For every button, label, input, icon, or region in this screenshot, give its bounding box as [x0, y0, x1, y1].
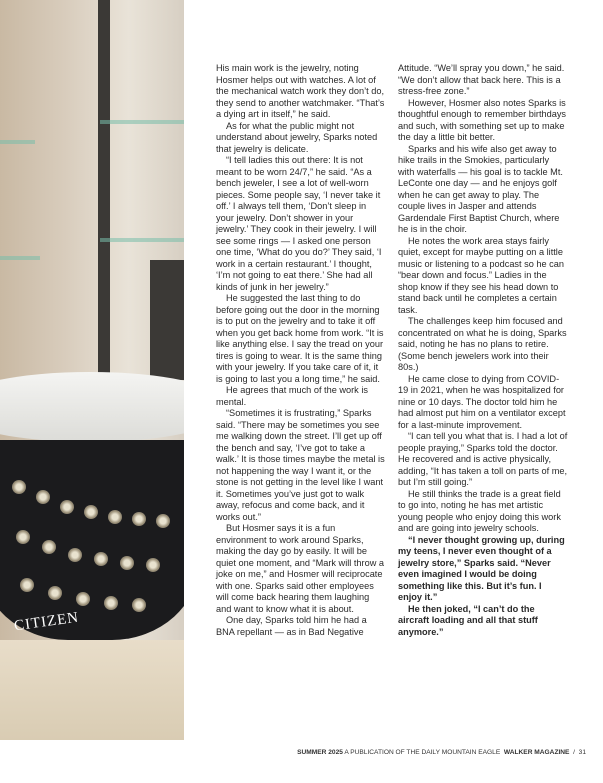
watch [94, 552, 108, 566]
display-post [98, 0, 110, 380]
article-column-2 [398, 63, 568, 638]
display-base [0, 640, 184, 740]
watch [48, 586, 62, 600]
page-footer [290, 749, 586, 756]
glass-shelf [100, 120, 184, 124]
watch [132, 598, 146, 612]
footer-publisher: A PUBLICATION OF THE DAILY MOUNTAIN EAGLE [344, 749, 501, 756]
watch [156, 514, 170, 528]
paragraph: As for what the public might not understand about jewelry, Sparks noted that jewelry is delicate. [216, 120, 378, 154]
watch [36, 490, 50, 504]
watch [20, 578, 34, 592]
paragraph: However, Hosmer also notes Sparks is thoughtful enough to remember birthdays and such, with something set up to make the day a little bit better. [398, 97, 567, 142]
paragraph: The challenges keep him focused and concentrated on what he is doing, Sparks said, noting he has no plans to retire. (Some bench jewelers work into their 80s.) [398, 316, 567, 372]
watch [146, 558, 160, 572]
paragraph: “Sometimes it is frustrating,” Sparks said. “There may be sometimes you see me walking down the street. I’ll get up off the bench and say, ‘I’ve got to take a walk.’ It is those times maybe the metal is not happening the way I want it, or the stone is not getting in the level like I want it. Sometimes you’ve just got to walk away, refocus and come back, and it works out.” [216, 408, 385, 522]
paragraph: But Hosmer says it is a fun environment to work around Sparks, making the day go by easily. It will be quiet one moment, and “Mark will throw a joke on me,” and Hosmer will reciprocate with one. Sparks said other employees will come back hearing them laughing and want to know what it is about. [216, 523, 384, 614]
watch [12, 480, 26, 494]
watch [16, 530, 30, 544]
paragraph: He suggested the last thing to do before going out the door in the morning is to put on the jewelry and to take it off when you get back home from work. “It is like anything else. I say the tread on your tires is going to wear. It is the same thing with your jewelry. If you take care of it, it is going to last you a long time,” he said. [216, 293, 384, 384]
paragraph: He still thinks the trade is a great field to go into, noting he has met artistic young people who enjoy doing this work and are going into jewelry schools. [398, 488, 561, 533]
glass-shelf [100, 238, 184, 242]
footer-magazine: WALKER MAGAZINE [503, 749, 570, 756]
watch [68, 548, 82, 562]
footer-issue: SUMMER 2025 [297, 749, 343, 756]
page-number: 31 [578, 749, 586, 756]
watch [76, 592, 90, 606]
paragraph: “I tell ladies this out there: It is not meant to be worn 24/7,” he said. “As a bench jeweler, I see a lot of well-worn pieces. Some people say, ‘I never take it off.’ I always tell them, ‘Don’t sleep in your jewelry. Don’t shower in your jewelry.’ They cook in their jewelry. I will see some rings — I asked one person one time, ‘What do you do?’ They said, ‘I work in a certain restaurant.’ I thought, ‘I’m not going to eat there.’ She had all kinds of junk in her jewelry.” [216, 155, 382, 292]
watch [104, 596, 118, 610]
watch [42, 540, 56, 554]
watch [108, 510, 122, 524]
watch [84, 505, 98, 519]
brand-sign: CITIZEN [13, 609, 81, 635]
glass-counter [0, 372, 184, 442]
glass-shelf [0, 140, 35, 144]
footer-separator: / [573, 749, 575, 756]
article-column-1 [216, 63, 386, 638]
paragraph: He notes the work area stays fairly quiet, except for maybe putting on a little music or listening to a podcast so he can “bear down and focus.” Ladies in the shop know if they see his head down to stand back until he completes a certain task. [398, 235, 564, 315]
watch [132, 512, 146, 526]
paragraph: He agrees that much of the work is mental. [216, 385, 368, 407]
glass-shelf [0, 256, 40, 260]
display-stand [150, 260, 184, 380]
watch [120, 556, 134, 570]
paragraph: Attitude. “We’ll spray you down,” he said. “We don’t allow that back here. This is a stress-free zone.” [398, 63, 565, 96]
paragraph: “I never thought growing up, during my teens, I never even thought of a jewelry store,” Sparks said. “Never even imagined I would be doing something like this. But it’s fun. I enjoy it.” [398, 534, 565, 602]
paragraph: “I can tell you what that is. I had a lot of people praying,” Sparks told the doctor. He recovered and is active physically, adding, “It has taken a toll on parts of me, but I’m still going.” [398, 431, 568, 487]
paragraph: He then joked, “I can’t do the aircraft loading and all that stuff anymore.” [398, 603, 538, 637]
jewelry-store-photo [0, 0, 184, 740]
paragraph: Sparks and his wife also get away to hike trails in the Smokies, particularly with waterfalls — his goal is to tackle Mt. LeConte one day — and he enjoys golf when he can get away to play. The couple lives in Jasper and attends Gardendale First Baptist Church, where he is in the choir. [398, 143, 563, 234]
paragraph: He came close to dying from COVID-19 in 2021, when he was hospitalized for nine or 10 days. The doctor told him he had almost put him on a ventilator except for a last-minute improvement. [398, 373, 566, 430]
watch [60, 500, 74, 514]
paragraph: One day, Sparks told him he had a BNA repellant — as in Bad Negative [216, 615, 367, 637]
paragraph: His main work is the jewelry, noting Hosmer helps out with watches. A lot of the mechanical watch work they don’t do, they send to another watchmaker. “That’s a dying art in itself,” he said. [216, 63, 385, 119]
